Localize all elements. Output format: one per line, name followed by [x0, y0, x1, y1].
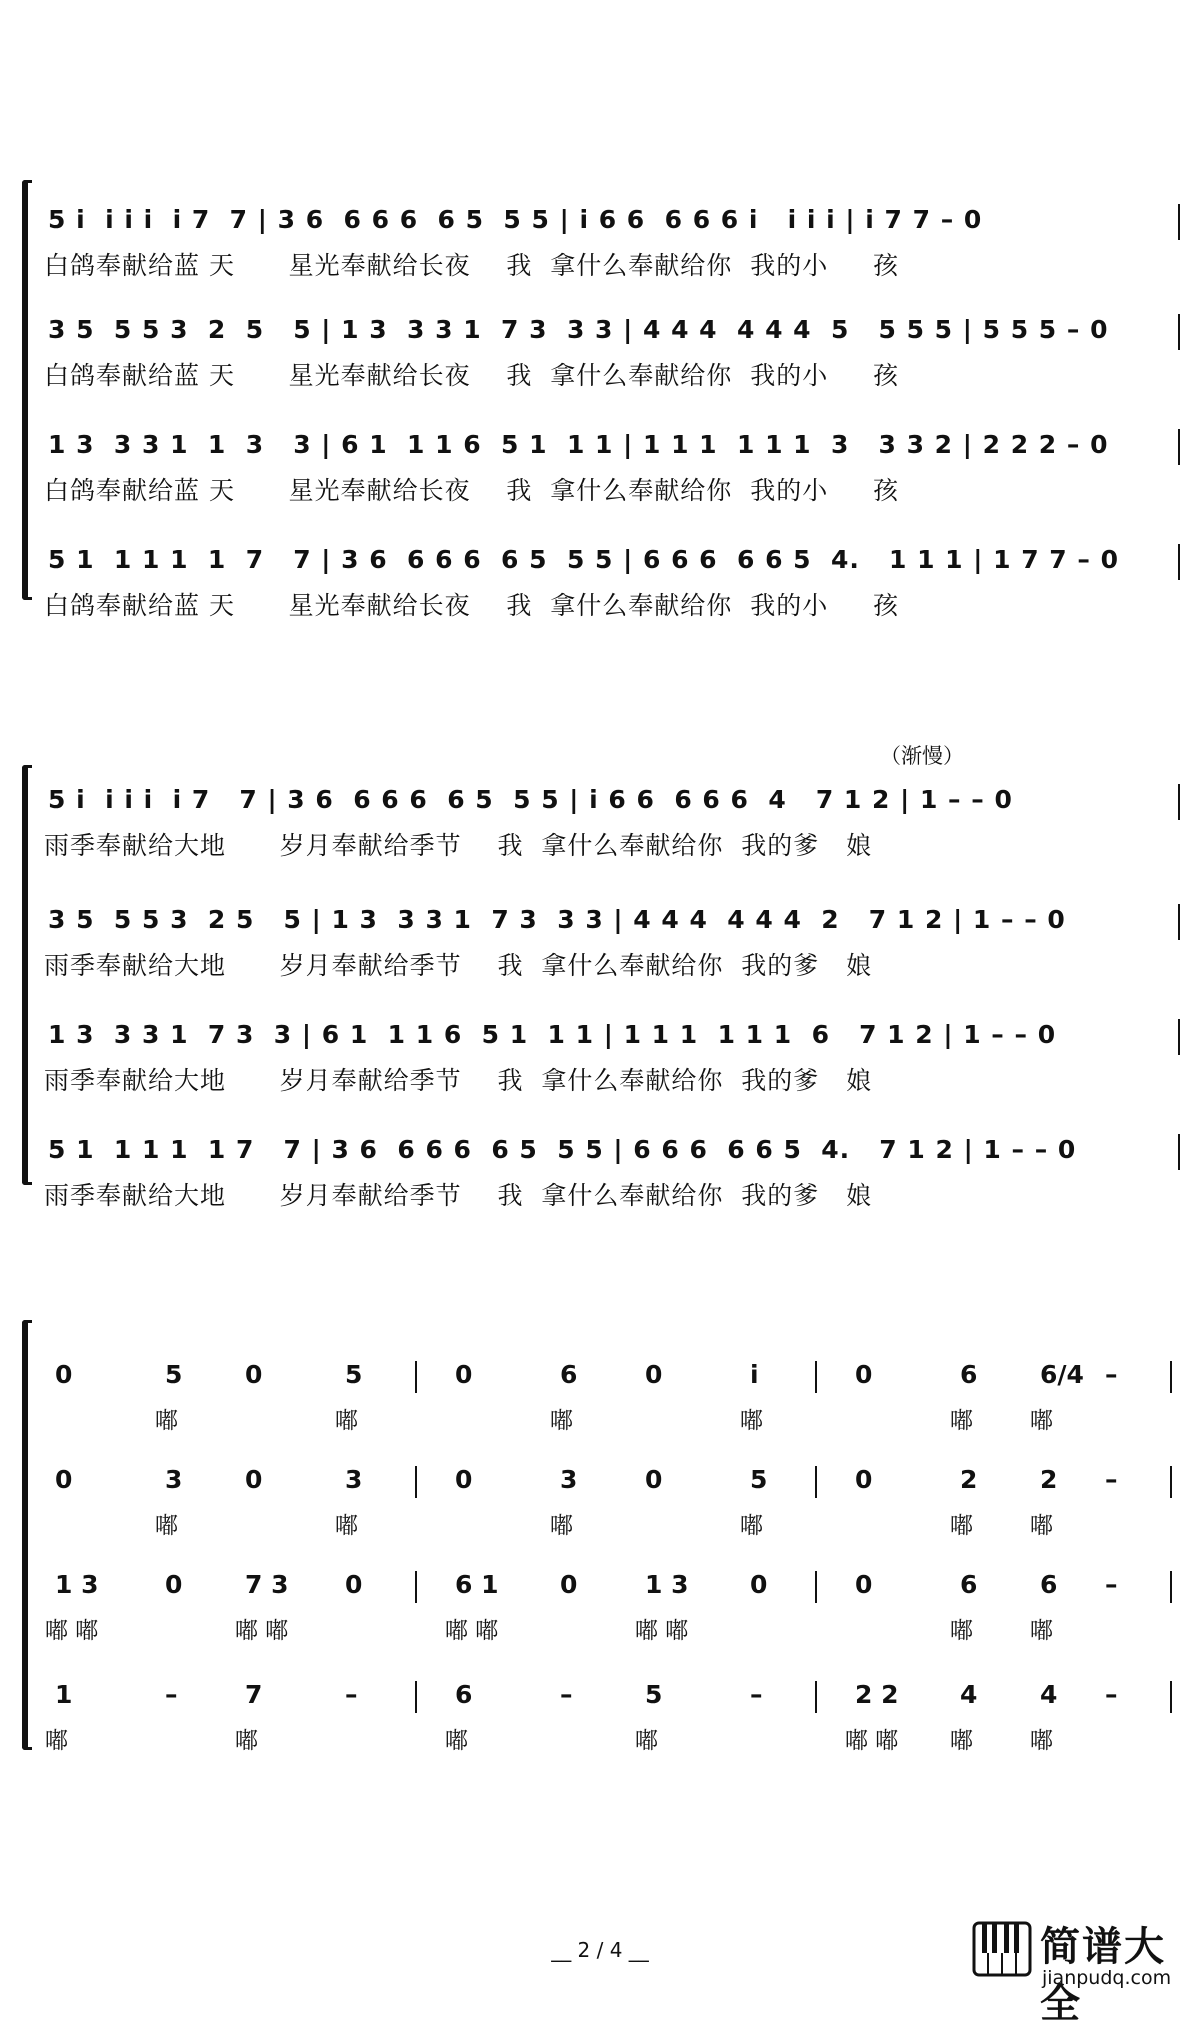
note: 0: [165, 1570, 183, 1599]
note: 6: [960, 1570, 978, 1599]
end-bar-line: [1178, 904, 1180, 940]
lyric: 嘟: [335, 1408, 358, 1434]
lyrics-line: 白鸽奉献给蓝 天 星光奉献给长夜 我 拿什么奉献给你 我的小 孩: [44, 361, 899, 390]
end-bar-line: [1178, 314, 1180, 350]
part-bass: [40, 1130, 1180, 1240]
note: –: [1105, 1360, 1118, 1389]
lyrics-line: 白鸽奉献给蓝 天 星光奉献给长夜 我 拿什么奉献给你 我的小 孩: [44, 591, 899, 620]
note: 0: [455, 1360, 473, 1389]
end-bar-line: [1178, 204, 1180, 240]
note: –: [165, 1680, 178, 1709]
part-row-4: [0, 1675, 1180, 1785]
system-brace: [22, 765, 32, 1185]
note: 5: [165, 1360, 183, 1389]
note: 6: [1040, 1570, 1058, 1599]
lyric: 嘟: [950, 1728, 973, 1754]
lyric: 嘟: [740, 1408, 763, 1434]
lyric: 嘟: [740, 1513, 763, 1539]
note: –: [560, 1680, 573, 1709]
lyric: 嘟: [1030, 1728, 1053, 1754]
note: 6: [455, 1680, 473, 1709]
note: 3: [165, 1465, 183, 1494]
part-tenor: [40, 1015, 1180, 1125]
note: 0: [855, 1570, 873, 1599]
note: 0: [55, 1465, 73, 1494]
note: 0: [645, 1465, 663, 1494]
notes-line: 3 5 5 5 3 2 5 5 | 1 3 3 3 1 7 3 3 3 | 4 4 4 4 4 4 2 7 1 2 | 1 – – 0: [48, 905, 1066, 934]
note: 5: [645, 1680, 663, 1709]
part-row-3: [0, 1565, 1180, 1675]
part-alto: [40, 310, 1180, 420]
note: 0: [245, 1360, 263, 1389]
notes-line: 5 1 1 1 1 1 7 7 | 3 6 6 6 6 6 5 5 5 | 6 6 6 6 6 5 4. 1 1 1 | 1 7 7 – 0: [48, 545, 1120, 574]
part-soprano: [40, 200, 1180, 310]
note: 4: [1040, 1680, 1058, 1709]
note: 4: [960, 1680, 978, 1709]
lyric: 嘟: [45, 1728, 68, 1754]
note: –: [1105, 1465, 1118, 1494]
part-alto: [40, 900, 1180, 1010]
note: 0: [560, 1570, 578, 1599]
bar-line: [415, 1361, 417, 1393]
note: 6/4: [1040, 1360, 1084, 1389]
lyric: 嘟: [1030, 1513, 1053, 1539]
end-bar-line: [1178, 784, 1180, 820]
part-row-2: [0, 1460, 1180, 1570]
page-number: __ 2 / 4 __: [551, 1938, 649, 1962]
end-bar-line: [1170, 1361, 1172, 1393]
lyric: 嘟: [1030, 1408, 1053, 1434]
bar-line: [815, 1466, 817, 1498]
end-bar-line: [1170, 1571, 1172, 1603]
note: 0: [855, 1465, 873, 1494]
note: 1: [55, 1680, 73, 1709]
note: 0: [645, 1360, 663, 1389]
note: 0: [55, 1360, 73, 1389]
note: 0: [455, 1465, 473, 1494]
lyric: 嘟: [550, 1408, 573, 1434]
note: 5: [750, 1465, 768, 1494]
note: 0: [345, 1570, 363, 1599]
note: 2: [1040, 1465, 1058, 1494]
note: –: [1105, 1680, 1118, 1709]
note: 2: [960, 1465, 978, 1494]
note: 2 2: [855, 1680, 899, 1709]
bar-line: [815, 1571, 817, 1603]
note: 6 1: [455, 1570, 499, 1599]
lyric: 嘟 嘟: [845, 1728, 899, 1754]
note: 3: [345, 1465, 363, 1494]
bar-line: [815, 1361, 817, 1393]
end-bar-line: [1170, 1681, 1172, 1713]
lyric: 嘟 嘟: [45, 1618, 99, 1644]
lyric: 嘟: [235, 1728, 258, 1754]
notes-line: 1 3 3 3 1 1 3 3 | 6 1 1 1 6 5 1 1 1 | 1 1 1 1 1 1 3 3 3 2 | 2 2 2 – 0: [48, 430, 1109, 459]
part-bass: [40, 540, 1180, 650]
note: 7: [245, 1680, 263, 1709]
part-row-1: [0, 1355, 1180, 1465]
lyric: 嘟: [635, 1728, 658, 1754]
note: 0: [855, 1360, 873, 1389]
note: 6: [560, 1360, 578, 1389]
note: –: [1105, 1570, 1118, 1599]
lyric: 嘟 嘟: [235, 1618, 289, 1644]
piano-keys-icon: [972, 1919, 1034, 1979]
bar-line: [415, 1681, 417, 1713]
notes-line: 5 i i i i i 7 7 | 3 6 6 6 6 6 5 5 5 | i 6 6 6 6 6 4 7 1 2 | 1 – – 0: [48, 785, 1013, 814]
notes-line: 3 5 5 5 3 2 5 5 | 1 3 3 3 1 7 3 3 3 | 4 4 4 4 4 4 5 5 5 5 | 5 5 5 – 0: [48, 315, 1109, 344]
lyric: 嘟: [950, 1513, 973, 1539]
lyric: 嘟: [550, 1513, 573, 1539]
notes-line: 5 i i i i i 7 7 | 3 6 6 6 6 6 5 5 5 | i 6 6 6 6 6 i i i i | i 7 7 – 0: [48, 205, 983, 234]
end-bar-line: [1170, 1466, 1172, 1498]
end-bar-line: [1178, 429, 1180, 465]
note: 0: [245, 1465, 263, 1494]
lyrics-line: 白鸽奉献给蓝 天 星光奉献给长夜 我 拿什么奉献给你 我的小 孩: [44, 476, 899, 505]
note: 1 3: [645, 1570, 689, 1599]
note: 0: [750, 1570, 768, 1599]
lyric: 嘟: [155, 1408, 178, 1434]
bar-line: [415, 1571, 417, 1603]
logo-text: 简谱大全: [1040, 1924, 1166, 2027]
note: 6: [960, 1360, 978, 1389]
system-brace: [22, 180, 32, 600]
lyric: 嘟: [155, 1513, 178, 1539]
lyric: 嘟 嘟: [445, 1618, 499, 1644]
bar-line: [815, 1681, 817, 1713]
note: –: [345, 1680, 358, 1709]
lyric: 嘟: [445, 1728, 468, 1754]
end-bar-line: [1178, 1019, 1180, 1055]
note: i: [750, 1360, 759, 1389]
note: 3: [560, 1465, 578, 1494]
site-logo: [972, 1915, 1198, 2027]
note: –: [750, 1680, 763, 1709]
lyrics-line: 雨季奉献给大地 岁月奉献给季节 我 拿什么奉献给你 我的爹 娘: [44, 1066, 873, 1095]
lyric: 嘟 嘟: [635, 1618, 689, 1644]
notes-line: 1 3 3 3 1 7 3 3 | 6 1 1 1 6 5 1 1 1 | 1 1 1 1 1 1 6 7 1 2 | 1 – – 0: [48, 1020, 1057, 1049]
lyrics-line: 雨季奉献给大地 岁月奉献给季节 我 拿什么奉献给你 我的爹 娘: [44, 831, 873, 860]
note: 5: [345, 1360, 363, 1389]
note: 7 3: [245, 1570, 289, 1599]
part-soprano: [40, 780, 1180, 890]
logo-url: jianpudq.com: [1042, 1967, 1172, 1989]
notes-line: 5 1 1 1 1 1 7 7 | 3 6 6 6 6 6 5 5 5 | 6 6 6 6 6 5 4. 7 1 2 | 1 – – 0: [48, 1135, 1077, 1164]
end-bar-line: [1178, 544, 1180, 580]
lyric: 嘟: [1030, 1618, 1053, 1644]
tempo-mark: （渐慢）: [880, 744, 964, 768]
lyric: 嘟: [950, 1408, 973, 1434]
part-tenor: [40, 425, 1180, 535]
end-bar-line: [1178, 1134, 1180, 1170]
bar-line: [415, 1466, 417, 1498]
lyrics-line: 白鸽奉献给蓝 天 星光奉献给长夜 我 拿什么奉献给你 我的小 孩: [44, 251, 899, 280]
lyrics-line: 雨季奉献给大地 岁月奉献给季节 我 拿什么奉献给你 我的爹 娘: [44, 1181, 873, 1210]
lyrics-line: 雨季奉献给大地 岁月奉献给季节 我 拿什么奉献给你 我的爹 娘: [44, 951, 873, 980]
lyric: 嘟: [950, 1618, 973, 1644]
note: 1 3: [55, 1570, 99, 1599]
lyric: 嘟: [335, 1513, 358, 1539]
